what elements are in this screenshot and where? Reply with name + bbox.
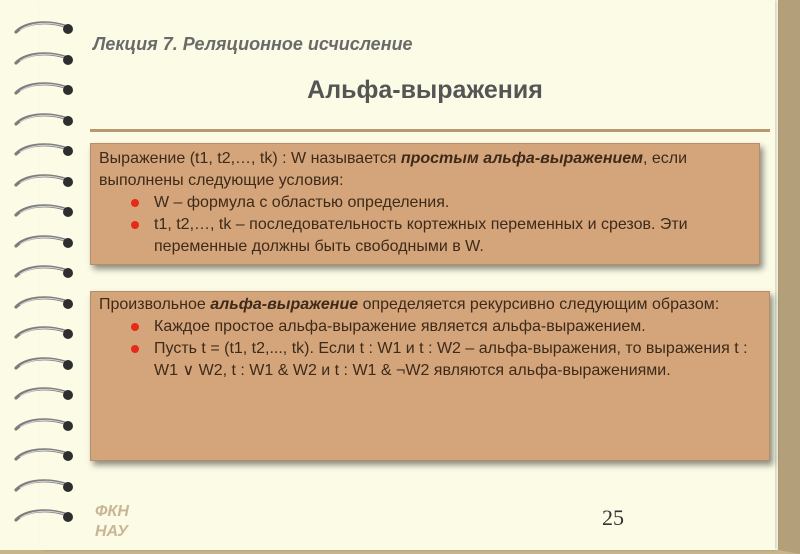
- bullet-dot-icon: [131, 221, 139, 229]
- intro-text: Выражение (t1, t2,…, tk) : W называется: [99, 150, 401, 167]
- list-item: [99, 214, 751, 258]
- list-item-text: t1, t2,…, tk – последовательность кортежных переменных и срезов. Эти переменные должны быть свободными в W.: [154, 216, 688, 255]
- bullet-dot-icon: [131, 199, 139, 207]
- spiral-ring-icon: [12, 447, 74, 463]
- list-item: [99, 192, 751, 214]
- term-alpha-expression: альфа-выражение: [210, 296, 359, 313]
- list-item: [99, 316, 761, 338]
- spiral-ring-icon: [12, 51, 74, 67]
- conditions-list: [99, 192, 751, 258]
- spiral-ring-icon: [12, 20, 74, 36]
- bullet-dot-icon: [131, 323, 139, 331]
- lecture-title: Лекция 7. Реляционное исчисление: [93, 34, 413, 54]
- spiral-ring-icon: [12, 142, 74, 158]
- spiral-ring-icon: [12, 295, 74, 311]
- spiral-ring-icon: [12, 417, 74, 433]
- title-divider: [90, 129, 770, 132]
- org-line: НАУ: [95, 523, 128, 540]
- spiral-ring-icon: [12, 325, 74, 341]
- spiral-ring-icon: [12, 508, 74, 524]
- list-item: [99, 338, 761, 382]
- list-item-text: Пусть t = (t1, t2,..., tk). Если t : W1 и t : W2 – альфа-выражения, то выражения t : W1 ∨ W2, t : W1 & W2 и t : W1 & ¬W2 являются альфа-выражениями.: [154, 340, 748, 379]
- footer-organization: [95, 502, 129, 542]
- rules-list: [99, 316, 761, 382]
- card-intro: [99, 148, 751, 192]
- org-line: ФКН: [95, 503, 129, 520]
- slide-title: Альфа-выражения: [307, 76, 543, 104]
- spiral-ring-icon: [12, 356, 74, 372]
- page-number: 25: [602, 505, 624, 530]
- bullet-dot-icon: [131, 345, 139, 353]
- spiral-ring-icon: [12, 203, 74, 219]
- list-item-text: W – формула с областью определения.: [154, 194, 450, 211]
- spiral-ring-icon: [12, 386, 74, 402]
- definition-card-simple: [90, 143, 760, 265]
- spiral-ring-icon: [12, 478, 74, 494]
- intro-text: Произвольное: [99, 296, 211, 313]
- definition-card-recursive: [90, 291, 770, 461]
- card-intro: [99, 294, 761, 316]
- spiral-ring-icon: [12, 264, 74, 280]
- intro-text: , если выполнены следующие условия:: [99, 150, 688, 189]
- spiral-ring-icon: [12, 173, 74, 189]
- term-simple-alpha-expression: простым альфа-выражением: [400, 150, 643, 167]
- list-item-text: Каждое простое альфа-выражение является альфа-выражением.: [154, 318, 646, 335]
- intro-text: определяется рекурсивно следующим образом:: [358, 296, 720, 313]
- spiral-ring-icon: [12, 112, 74, 128]
- spiral-ring-icon: [12, 234, 74, 250]
